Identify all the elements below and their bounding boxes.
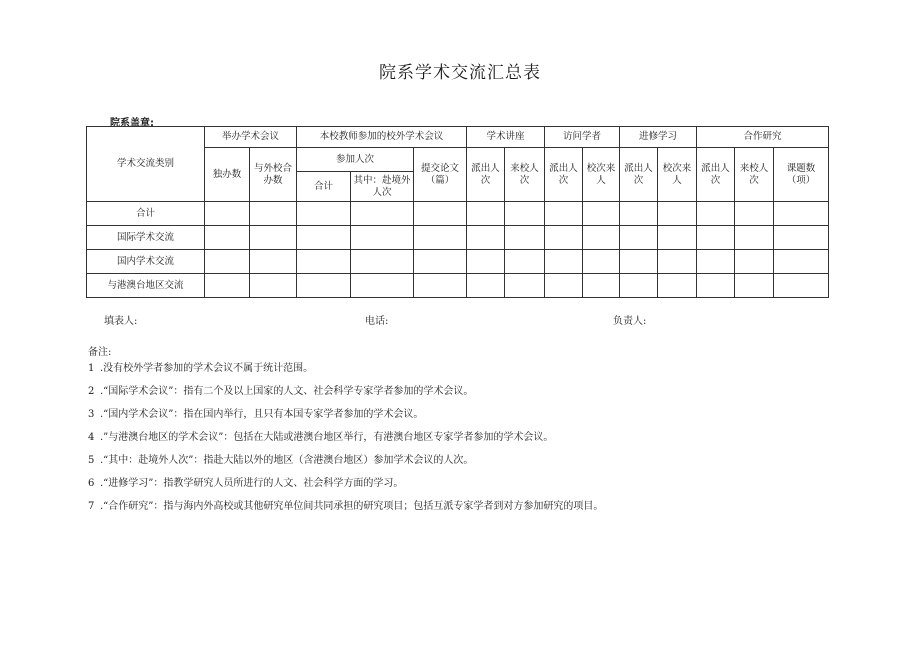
data-cell[interactable] [297, 202, 351, 226]
note-text: .“国际学术会议”：指有二个及以上国家的人文、社会科学专家学者参加的学术会议。 [100, 386, 474, 397]
note-number: 6 [88, 478, 95, 489]
data-cell[interactable] [735, 202, 774, 226]
data-cell[interactable] [351, 274, 414, 298]
coop-in-header: 来校人次 [735, 148, 774, 202]
data-cell[interactable] [583, 250, 620, 274]
data-cell[interactable] [697, 202, 735, 226]
attend-abroad-header: 其中：赴境外人次 [351, 172, 414, 202]
visit-out-header: 派出人次 [545, 148, 583, 202]
data-cell[interactable] [774, 274, 829, 298]
data-cell[interactable] [467, 202, 505, 226]
attend-total-header: 合计 [297, 172, 351, 202]
filler-label: 填表人: [104, 316, 138, 327]
note-number: 2 [88, 386, 95, 397]
note-item [88, 386, 603, 409]
data-cell[interactable] [658, 226, 697, 250]
data-cell[interactable] [351, 202, 414, 226]
data-cell[interactable] [205, 202, 250, 226]
data-cell[interactable] [583, 226, 620, 250]
data-cell[interactable] [658, 250, 697, 274]
data-cell[interactable] [697, 250, 735, 274]
data-cell[interactable] [414, 250, 467, 274]
coop-header: 合作研究 [697, 127, 829, 148]
note-item [88, 478, 603, 501]
data-cell[interactable] [250, 274, 297, 298]
row-label: 国际学术交流 [87, 226, 205, 250]
note-item [88, 455, 603, 478]
data-cell[interactable] [735, 226, 774, 250]
data-cell[interactable] [250, 226, 297, 250]
data-cell[interactable] [205, 250, 250, 274]
data-cell[interactable] [545, 202, 583, 226]
note-item [88, 501, 603, 524]
data-cell[interactable] [583, 202, 620, 226]
note-number: 3 [88, 409, 95, 420]
data-cell[interactable] [620, 250, 658, 274]
visit-header: 访问学者 [545, 127, 620, 148]
phone-label: 电话: [365, 316, 389, 327]
papers-header: 提交论文（篇） [414, 148, 467, 202]
header-row-1 [87, 127, 829, 148]
note-text: .”与港澳台地区的学术会议”：包括在大陆或港澳台地区举行，有港澳台地区专家学者参加的学术会议。 [100, 432, 554, 443]
data-cell[interactable] [774, 202, 829, 226]
data-cell[interactable] [467, 274, 505, 298]
data-cell[interactable] [414, 226, 467, 250]
data-cell[interactable] [505, 250, 545, 274]
note-text: .没有校外学者参加的学术会议不属于统计范围。 [100, 363, 314, 374]
data-cell[interactable] [620, 202, 658, 226]
table-row [87, 250, 829, 274]
notes-title: 备注: [88, 347, 112, 358]
lecture-header: 学术讲座 [467, 127, 545, 148]
data-cell[interactable] [297, 274, 351, 298]
data-cell[interactable] [297, 226, 351, 250]
row-label: 合计 [87, 202, 205, 226]
data-cell[interactable] [297, 250, 351, 274]
lecture-out-header: 派出人次 [467, 148, 505, 202]
coop-out-header: 派出人次 [697, 148, 735, 202]
study-in-header: 校次来人 [658, 148, 697, 202]
lecture-in-header: 来校人次 [505, 148, 545, 202]
study-out-header: 派出人次 [620, 148, 658, 202]
note-text: .“其中：赴境外人次”：指赴大陆以外的地区（含港澳台地区）参加学术会议的人次。 [100, 455, 474, 466]
data-cell[interactable] [735, 250, 774, 274]
data-cell[interactable] [697, 226, 735, 250]
data-cell[interactable] [414, 202, 467, 226]
host-solo-header: 独办数 [205, 148, 250, 202]
note-number: 7 [88, 501, 95, 512]
category-header: 学术交流类别 [87, 127, 205, 202]
data-cell[interactable] [351, 226, 414, 250]
data-cell[interactable] [505, 274, 545, 298]
data-cell[interactable] [205, 274, 250, 298]
data-cell[interactable] [774, 250, 829, 274]
coop-topics-header: 课题数（项） [774, 148, 829, 202]
data-cell[interactable] [658, 274, 697, 298]
host-joint-header: 与外校合办数 [250, 148, 297, 202]
note-text: .“合作研究”：指与海内外高校或其他研究单位间共同承担的研究项目；包括互派专家学者到对方参加研究的项目。 [100, 501, 604, 512]
manager-label: 负责人: [613, 316, 647, 327]
attend-header: 参加人次 [297, 148, 414, 172]
data-cell[interactable] [351, 250, 414, 274]
page-title: 院系学术交流汇总表 [379, 63, 541, 83]
note-number: 5 [88, 455, 95, 466]
data-cell[interactable] [583, 274, 620, 298]
data-cell[interactable] [250, 202, 297, 226]
note-item [88, 409, 603, 432]
data-cell[interactable] [774, 226, 829, 250]
data-cell[interactable] [414, 274, 467, 298]
data-cell[interactable] [658, 202, 697, 226]
note-number: 1 [88, 363, 95, 374]
data-cell[interactable] [467, 226, 505, 250]
note-item [88, 432, 603, 455]
data-cell[interactable] [735, 274, 774, 298]
data-cell[interactable] [467, 250, 505, 274]
data-cell[interactable] [545, 274, 583, 298]
data-cell[interactable] [205, 226, 250, 250]
data-cell[interactable] [620, 226, 658, 250]
data-cell[interactable] [545, 226, 583, 250]
data-cell[interactable] [697, 274, 735, 298]
note-item [88, 363, 603, 386]
note-text: .“进修学习”：指教学研究人员所进行的人文、社会科学方面的学习。 [100, 478, 404, 489]
seal-label: 院系盖章: [110, 118, 154, 129]
note-number: 4 [88, 432, 95, 443]
data-cell[interactable] [620, 274, 658, 298]
teacher-conf-header: 本校教师参加的校外学术会议 [297, 127, 467, 148]
study-header: 进修学习 [620, 127, 697, 148]
table-row [87, 274, 829, 298]
data-cell[interactable] [545, 250, 583, 274]
data-cell[interactable] [250, 250, 297, 274]
note-text: .“国内学术会议”：指在国内举行，且只有本国专家学者参加的学术会议。 [100, 409, 424, 420]
table-row [87, 202, 829, 226]
data-rows [87, 202, 829, 298]
host-conf-header: 举办学术会议 [205, 127, 297, 148]
visit-in-header: 校次来人 [583, 148, 620, 202]
data-cell[interactable] [505, 226, 545, 250]
summary-table [86, 126, 829, 298]
notes-list [88, 363, 603, 524]
data-cell[interactable] [505, 202, 545, 226]
row-label: 与港澳台地区交流 [87, 274, 205, 298]
row-label: 国内学术交流 [87, 250, 205, 274]
table-row [87, 226, 829, 250]
